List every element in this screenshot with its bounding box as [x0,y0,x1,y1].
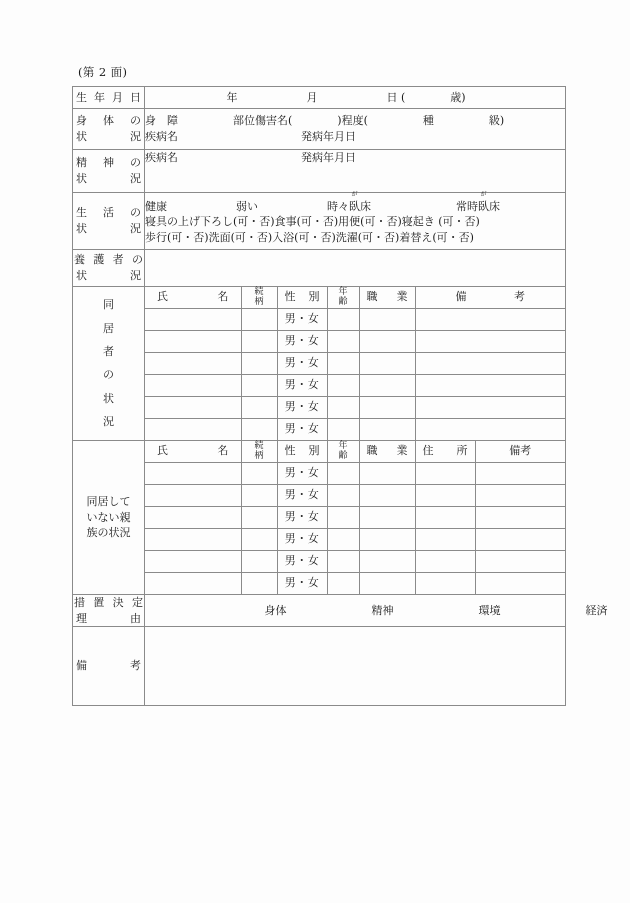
ruby-ga-2: が [480,190,487,198]
label-caregiver-char-0: 養 [74,253,85,267]
noncohabitant-col-remarks: 備考 [475,441,565,463]
reason-option-mental[interactable]: 精神 [371,603,394,617]
noncohabitant-col-age-char-1: 齢 [338,450,348,461]
table-row[interactable] [145,529,565,551]
noncohabitant-cell-occupation[interactable] [359,551,415,573]
noncohabitant-col-sex-char-0: 性 [284,444,296,458]
noncohabitant-cell-name[interactable] [145,529,241,551]
noncohabitant-table-cell [145,441,566,595]
cohabitant-col-relation-char-0: 続 [254,287,264,298]
label-physical-condition [73,109,145,150]
label-physical-char-3: 状 [76,130,87,143]
label-remarks-char-1: 考 [130,659,141,673]
mental-disease-name-label: 疾病名 [145,151,178,164]
label-mental-char-2: の [130,156,141,170]
field-living-condition[interactable] [145,190,566,250]
cohabitant-table-cell [145,287,566,441]
cohabitant-col-occupation [359,287,415,309]
mental-onset-date-label: 発病年月日 [301,151,356,164]
table-row[interactable] [145,463,565,485]
noncohabitant-cell-remarks[interactable] [475,485,565,507]
cohabitant-cell-name[interactable] [145,397,241,419]
cohabitant-cell-remarks[interactable] [415,375,565,397]
noncohabitant-cell-age[interactable] [327,463,359,485]
noncohabitant-cell-remarks[interactable] [475,573,565,595]
cohabitant-cell-occupation[interactable] [359,353,415,375]
table-row[interactable] [145,309,565,331]
cohabitant-header-row [145,287,565,309]
cohabitant-col-sex-char-1: 別 [308,290,320,304]
field-measure-reason[interactable] [145,595,608,627]
label-caregiver-char-5: 況 [130,269,141,282]
label-noncohabitant-line-1: いない親 [86,510,131,524]
label-reason-char-0: 措 [74,596,85,609]
cohabitant-cell-occupation[interactable] [359,331,415,353]
label-physical-char-4: 況 [130,130,141,143]
noncohabitant-table [145,441,565,594]
noncohabitant-cell-occupation[interactable] [359,529,415,551]
row-remarks [73,627,566,706]
ruby-ga-1: が [351,190,358,198]
noncohabitant-cell-sex[interactable]: 男・女 [277,485,327,507]
cohabitant-cell-remarks[interactable] [415,309,565,331]
cohabitant-cell-name[interactable] [145,375,241,397]
label-measure-reason [73,595,145,627]
field-remarks[interactable] [145,627,566,706]
label-caregiver-char-2: 者 [112,253,124,267]
cohabitant-cell-name[interactable] [145,309,241,331]
cohabitant-col-remarks-char-0: 備 [455,290,467,304]
cohabitant-col-name-char-0: 氏 [157,290,168,304]
noncohabitant-cell-relation[interactable] [241,551,277,573]
noncohabitant-col-occupation-char-0: 職 [366,444,378,458]
living-adl-line-2[interactable]: 歩行(可・否)洗面(可・否)入浴(可・否)洗濯(可・否)着替え(可・否) [145,230,474,244]
cohabitant-cell-occupation[interactable] [359,309,415,331]
living-option-occasional-bedridden[interactable] [327,190,371,213]
row-cohabitant-status [73,287,566,441]
label-mental-char-3: 状 [76,172,87,185]
label-remarks [73,627,145,706]
physical-site-injury-label: 部位傷害名( [233,114,293,128]
cohabitant-cell-age[interactable] [327,353,359,375]
cohabitant-col-age-char-0: 年 [338,287,348,298]
label-remarks-char-0: 備 [76,659,87,673]
noncohabitant-cell-remarks[interactable] [475,551,565,573]
label-mental-char-1: 神 [103,156,114,170]
label-living-char-4: 況 [130,222,141,235]
noncohabitant-col-name [145,441,241,463]
cohabitant-cell-occupation[interactable] [359,375,415,397]
noncohabitant-col-occupation [359,441,415,463]
row-caregiver-condition [73,250,566,287]
cohabitant-cell-remarks[interactable] [415,419,565,441]
label-reason-char-1: 置 [93,596,105,609]
cohabitant-cell-relation[interactable] [241,419,277,441]
cohabitant-col-age-char-1: 齢 [338,296,348,307]
noncohabitant-cell-name[interactable] [145,485,241,507]
noncohabitant-cell-address[interactable] [415,551,475,573]
living-option-healthy[interactable]: 健康 [145,199,167,213]
physical-degree-label: )程度( [337,114,368,128]
label-cohabitant-status [73,287,145,441]
noncohabitant-cell-name[interactable] [145,551,241,573]
table-row[interactable] [145,507,565,529]
reason-option-environment[interactable]: 環境 [478,603,501,617]
noncohabitant-cell-age[interactable] [327,507,359,529]
label-mental-char-4: 況 [130,172,141,185]
cohabitant-cell-remarks[interactable] [415,353,565,375]
cohabitant-cell-age[interactable] [327,419,359,441]
birthdate-day-unit: 日 ( [386,90,406,104]
cohabitant-cell-name[interactable] [145,353,241,375]
page-label: (第 2 面) [78,65,128,79]
noncohabitant-col-address-char-0: 住 [422,444,434,458]
table-row[interactable] [145,331,565,353]
row-mental-condition [73,150,566,193]
label-mental-char-0: 精 [76,156,87,170]
physical-disease-name-label: 疾病名 [145,130,178,143]
label-caregiver-char-3: の [131,253,143,267]
noncohabitant-cell-address[interactable] [415,485,475,507]
noncohabitant-cell-relation[interactable] [241,485,277,507]
label-living-char-3: 状 [76,222,87,235]
birthdate-year-unit: 年 [226,90,238,104]
noncohabitant-cell-age[interactable] [327,529,359,551]
cohabitant-col-relation [241,287,277,309]
cohabitant-cell-remarks[interactable] [415,397,565,419]
noncohabitant-cell-remarks[interactable] [475,507,565,529]
label-living-char-1: 活 [103,206,114,220]
label-physical-char-1: 体 [103,114,114,128]
cohabitant-cell-relation[interactable] [241,331,277,353]
label-living-condition [73,193,145,250]
cohabitant-cell-sex[interactable]: 男・女 [277,353,327,375]
noncohabitant-cell-age[interactable] [327,573,359,595]
noncohabitant-cell-age[interactable] [327,485,359,507]
table-row[interactable] [145,485,565,507]
cohabitant-cell-sex[interactable]: 男・女 [277,331,327,353]
cohabitant-col-name [145,287,241,309]
birthdate-month-unit: 月 [306,90,318,104]
cohabitant-cell-sex[interactable]: 男・女 [277,397,327,419]
noncohabitant-cell-remarks[interactable] [475,529,565,551]
noncohabitant-cell-occupation[interactable] [359,485,415,507]
noncohabitant-cell-name[interactable] [145,507,241,529]
noncohabitant-cell-occupation[interactable] [359,507,415,529]
row-measure-reason [73,595,566,627]
field-physical-condition[interactable] [145,109,566,150]
physical-grade-type-label: 種 [422,114,434,128]
label-cohabitant-char-2: 者 [103,344,114,358]
cohabitant-cell-relation[interactable] [241,397,277,419]
noncohabitant-col-name-char-1: 名 [217,444,229,458]
label-living-char-2: の [130,206,141,220]
noncohabitant-col-relation-char-0: 続 [254,441,264,452]
field-mental-condition[interactable] [145,150,566,193]
cohabitant-cell-age[interactable] [327,397,359,419]
label-physical-char-0: 身 [76,114,87,128]
cohabitant-cell-relation[interactable] [241,309,277,331]
noncohabitant-col-sex [277,441,327,463]
cohabitant-col-occupation-char-0: 職 [366,290,378,304]
welfare-measure-form [72,86,608,706]
noncohabitant-cell-address[interactable] [415,573,475,595]
cohabitant-table [145,287,565,440]
noncohabitant-cell-remarks[interactable] [475,463,565,485]
label-reason-char-5: 由 [130,611,141,625]
cohabitant-col-relation-char-1: 柄 [254,296,264,307]
living-adl-line-1[interactable]: 寝具の上げ下ろし(可・否)食事(可・否)用便(可・否)寝起き (可・否) [145,215,480,229]
cohabitant-col-sex [277,287,327,309]
table-row[interactable] [145,551,565,573]
label-birthdate-char-2: 月 [112,90,123,104]
noncohabitant-cell-relation[interactable] [241,463,277,485]
table-row[interactable] [145,419,565,441]
physical-grade-label: 級) [488,114,505,128]
noncohabitant-cell-address[interactable] [415,463,475,485]
cohabitant-cell-relation[interactable] [241,353,277,375]
reason-option-physical[interactable]: 身体 [264,603,287,617]
noncohabitant-col-address [415,441,475,463]
cohabitant-cell-age[interactable] [327,375,359,397]
cohabitant-cell-remarks[interactable] [415,331,565,353]
noncohabitant-cell-sex[interactable]: 男・女 [277,463,327,485]
label-noncohabitant-line-0: 同居して [86,495,131,509]
label-cohabitant-char-1: 居 [103,321,114,335]
noncohabitant-col-name-char-0: 氏 [157,444,168,458]
noncohabitant-col-sex-char-1: 別 [308,444,320,458]
label-cohabitant-char-4: 状 [103,391,114,405]
noncohabitant-cell-occupation[interactable] [359,463,415,485]
label-living-char-0: 生 [76,206,87,220]
noncohabitant-col-age [327,441,359,463]
noncohabitant-col-relation-char-1: 柄 [254,450,264,461]
noncohabitant-col-occupation-char-1: 業 [396,444,408,458]
table-row[interactable] [145,353,565,375]
noncohabitant-cell-address[interactable] [415,507,475,529]
physical-disability-label: 身 障 [145,114,178,128]
noncohabitant-cell-address[interactable] [415,529,475,551]
label-cohabitant-char-3: の [103,368,114,382]
label-noncohabitant-line-2: 族の状況 [86,526,131,540]
cohabitant-cell-name[interactable] [145,331,241,353]
row-birthdate [73,87,566,109]
birthdate-age-unit: 歳) [450,90,466,104]
noncohabitant-col-age-char-0: 年 [338,441,348,452]
cohabitant-cell-name[interactable] [145,419,241,441]
kanji-ga-2: 臥 [478,199,489,213]
cohabitant-cell-sex[interactable]: 男・女 [277,419,327,441]
noncohabitant-cell-occupation[interactable] [359,573,415,595]
label-cohabitant-char-0: 同 [103,298,114,312]
label-cohabitant-char-5: 況 [103,414,114,428]
label-birthdate-char-1: 年 [94,90,105,104]
label-noncohabitant-status [73,441,145,595]
cohabitant-cell-occupation[interactable] [359,397,415,419]
noncohabitant-cell-sex[interactable]: 男・女 [277,551,327,573]
cohabitant-col-age [327,287,359,309]
noncohabitant-header-row [145,441,565,463]
constant-suffix: 床 [489,199,500,213]
row-physical-condition [73,109,566,150]
reason-option-economic[interactable]: 経済 [585,603,608,617]
cohabitant-cell-occupation[interactable] [359,419,415,441]
label-reason-char-2: 決 [112,596,124,609]
physical-onset-date-label: 発病年月日 [301,130,356,143]
table-row[interactable] [145,397,565,419]
noncohabitant-cell-relation[interactable] [241,507,277,529]
living-option-weak[interactable]: 弱い [236,199,258,213]
cohabitant-cell-sex[interactable]: 男・女 [277,375,327,397]
cohabitant-col-occupation-char-1: 業 [396,290,408,304]
noncohabitant-cell-sex[interactable]: 男・女 [277,573,327,595]
label-birthdate [73,87,145,109]
row-living-condition [73,193,566,250]
noncohabitant-cell-age[interactable] [327,551,359,573]
cohabitant-col-sex-char-0: 性 [284,290,296,304]
noncohabitant-col-relation [241,441,277,463]
label-physical-char-2: の [130,114,141,128]
noncohabitant-cell-name[interactable] [145,573,241,595]
cohabitant-col-remarks-char-1: 考 [514,290,525,304]
cohabitant-cell-age[interactable] [327,309,359,331]
table-row[interactable] [145,375,565,397]
label-caregiver-condition [73,250,145,287]
label-caregiver-char-4: 状 [76,269,87,282]
label-reason-char-3: 定 [131,596,143,609]
cohabitant-col-remarks [415,287,565,309]
living-option-constant-bedridden[interactable] [456,190,500,213]
noncohabitant-cell-relation[interactable] [241,573,277,595]
noncohabitant-cell-relation[interactable] [241,529,277,551]
label-caregiver-char-1: 護 [93,253,105,267]
noncohabitant-cell-sex[interactable]: 男・女 [277,529,327,551]
table-row[interactable] [145,573,565,595]
label-reason-char-4: 理 [76,611,87,625]
noncohabitant-cell-sex[interactable]: 男・女 [277,507,327,529]
label-mental-condition [73,150,145,193]
occasional-prefix: 時々 [327,199,349,213]
field-birthdate[interactable] [145,87,566,109]
row-noncohabitant-status [73,441,566,595]
noncohabitant-cell-name[interactable] [145,463,241,485]
noncohabitant-col-address-char-1: 所 [456,444,468,458]
label-birthdate-char-0: 生 [76,90,87,104]
cohabitant-cell-sex[interactable]: 男・女 [277,309,327,331]
occasional-suffix: 床 [360,199,371,213]
kanji-ga-1: 臥 [349,199,360,213]
field-caregiver-condition[interactable] [145,250,566,287]
cohabitant-col-name-char-1: 名 [217,290,229,304]
label-birthdate-char-3: 日 [130,90,141,104]
cohabitant-cell-relation[interactable] [241,375,277,397]
cohabitant-cell-age[interactable] [327,331,359,353]
constant-prefix: 常時 [456,199,478,213]
